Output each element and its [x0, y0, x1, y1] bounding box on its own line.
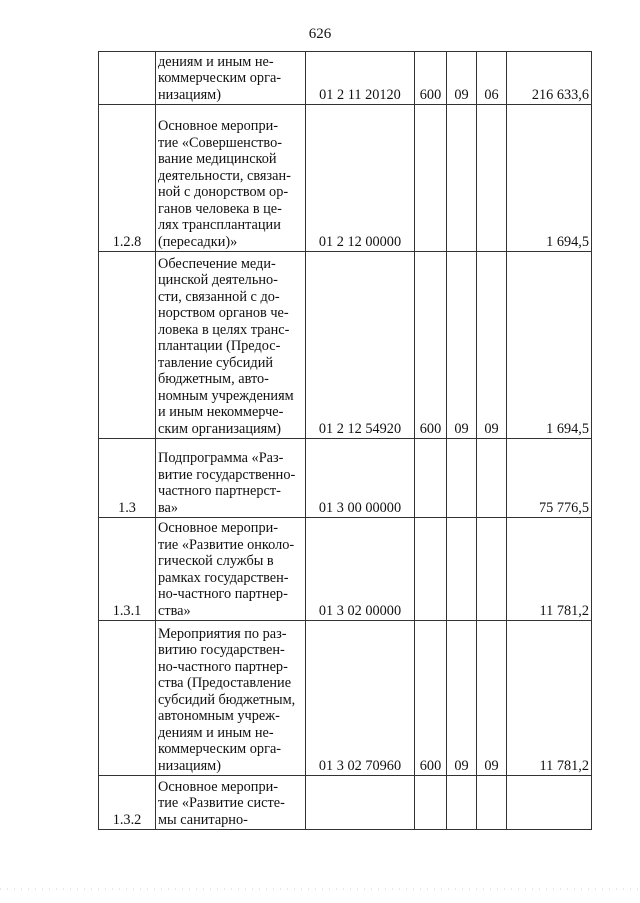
- item-name-line: ловека в целях транс-: [158, 321, 290, 338]
- item-name-line: субсидий бюджетным,: [158, 691, 296, 708]
- table-row: [99, 105, 592, 252]
- table-row: [99, 52, 592, 105]
- item-name-line: лях трансплантации: [158, 217, 281, 233]
- item-name-line: плантации (Предос-: [158, 338, 281, 354]
- item-name-line: Мероприятия по раз-: [158, 625, 287, 642]
- amount-cell: 1 694,5: [507, 252, 592, 439]
- item-name-line: ства (Предоставление: [158, 675, 292, 691]
- amount-cell: 11 781,2: [507, 518, 592, 621]
- item-name-line: коммерческим орга-: [158, 70, 282, 86]
- subsection-cell: [477, 776, 507, 830]
- item-name-line: витию государствен-: [158, 642, 285, 658]
- table-row: [99, 621, 592, 776]
- item-name-line: Основное меропри-: [158, 520, 279, 536]
- scan-artifact-line: [0, 888, 640, 890]
- amount-cell: 11 781,2: [507, 621, 592, 776]
- item-name-line: автономным учреж-: [158, 708, 280, 724]
- item-name-line: ва»: [158, 499, 179, 516]
- subsection-cell: [477, 518, 507, 621]
- item-number-cell: [99, 621, 156, 776]
- expense-type-cell: 600: [415, 252, 447, 439]
- item-name-cell: [156, 252, 306, 439]
- item-name-line: Подпрограмма «Раз-: [158, 450, 284, 466]
- item-name-cell: [156, 105, 306, 252]
- section-cell: 09: [447, 621, 477, 776]
- item-number-cell: 1.3.1: [99, 518, 156, 621]
- amount-cell: [507, 776, 592, 830]
- item-name-line: ной с донорством ор-: [158, 184, 289, 200]
- item-name-line: номным учреждениям: [158, 387, 294, 404]
- item-name-line: цинской деятельно-: [158, 272, 278, 288]
- expense-type-cell: [415, 518, 447, 621]
- amount-cell: 1 694,5: [507, 105, 592, 252]
- subsection-cell: [477, 439, 507, 518]
- section-cell: [447, 439, 477, 518]
- table-row: [99, 252, 592, 439]
- expense-type-cell: [415, 776, 447, 830]
- item-name-line: вание медицинской: [158, 151, 277, 167]
- item-name-line: тавление субсидий: [158, 354, 273, 371]
- budget-code-cell: 01 3 02 70960: [306, 621, 415, 776]
- item-name-line: дениям и иным не-: [158, 53, 274, 70]
- subsection-cell: [477, 105, 507, 252]
- budget-code-cell: 01 3 02 00000: [306, 518, 415, 621]
- item-name-line: рамках государствен-: [158, 569, 289, 586]
- budget-table: [98, 51, 592, 830]
- item-name-line: тие «Развитие онколо-: [158, 536, 295, 553]
- item-name-line: низациям): [158, 757, 221, 774]
- budget-code-cell: 01 2 12 00000: [306, 105, 415, 252]
- subsection-cell: 09: [477, 621, 507, 776]
- section-cell: [447, 105, 477, 252]
- item-name-line: ства»: [158, 602, 191, 619]
- item-name-line: тие «Развитие систе-: [158, 795, 285, 811]
- item-name-line: коммерческим орга-: [158, 741, 282, 757]
- item-name-line: но-частного партнер-: [158, 658, 288, 675]
- item-name-line: гической службы в: [158, 553, 274, 569]
- item-name-line: но-частного партнер-: [158, 586, 288, 602]
- expense-type-cell: 600: [415, 52, 447, 105]
- item-name-line: низациям): [158, 86, 221, 103]
- subsection-cell: 09: [477, 252, 507, 439]
- budget-code-cell: 01 3 00 00000: [306, 439, 415, 518]
- item-name-line: Основное меропри-: [158, 778, 279, 795]
- item-number-cell: 1.2.8: [99, 105, 156, 252]
- item-name-line: норством органов че-: [158, 305, 289, 321]
- item-name-line: и иным некоммерче-: [158, 404, 284, 420]
- table-row: [99, 439, 592, 518]
- subsection-cell: 06: [477, 52, 507, 105]
- section-cell: [447, 518, 477, 621]
- table-row: [99, 518, 592, 621]
- item-name-line: частного партнерст-: [158, 483, 281, 499]
- item-name-line: витие государственно-: [158, 466, 296, 483]
- item-number-cell: [99, 52, 156, 105]
- item-name-cell: [156, 52, 306, 105]
- amount-cell: 216 633,6: [507, 52, 592, 105]
- item-name-line: (пересадки)»: [158, 233, 238, 250]
- item-name-line: ганов человека в це-: [158, 200, 282, 217]
- item-name-line: деятельности, связан-: [158, 167, 291, 184]
- item-name-line: мы санитарно-: [158, 811, 248, 828]
- item-name-line: дениям и иным не-: [158, 724, 274, 741]
- item-name-cell: [156, 621, 306, 776]
- item-name-cell: [156, 518, 306, 621]
- item-number-cell: 1.3.2: [99, 776, 156, 830]
- table-row: [99, 776, 592, 830]
- item-name-cell: [156, 776, 306, 830]
- section-cell: 09: [447, 252, 477, 439]
- item-name-line: Основное меропри-: [158, 118, 279, 134]
- budget-code-cell: [306, 776, 415, 830]
- expense-type-cell: [415, 439, 447, 518]
- item-name-line: бюджетным, авто-: [158, 371, 269, 387]
- item-name-line: сти, связанной с до-: [158, 288, 280, 305]
- item-number-cell: [99, 252, 156, 439]
- amount-cell: 75 776,5: [507, 439, 592, 518]
- item-name-cell: [156, 439, 306, 518]
- budget-code-cell: 01 2 12 54920: [306, 252, 415, 439]
- section-cell: [447, 776, 477, 830]
- page-number: 626: [308, 26, 332, 42]
- item-name-line: тие «Совершенство-: [158, 134, 282, 151]
- expense-type-cell: 600: [415, 621, 447, 776]
- expense-type-cell: [415, 105, 447, 252]
- budget-table-body: [99, 52, 592, 830]
- item-number-cell: 1.3: [99, 439, 156, 518]
- item-name-line: Обеспечение меди-: [158, 255, 276, 272]
- section-cell: 09: [447, 52, 477, 105]
- item-name-line: ским организациям): [158, 420, 282, 437]
- budget-code-cell: 01 2 11 20120: [306, 52, 415, 105]
